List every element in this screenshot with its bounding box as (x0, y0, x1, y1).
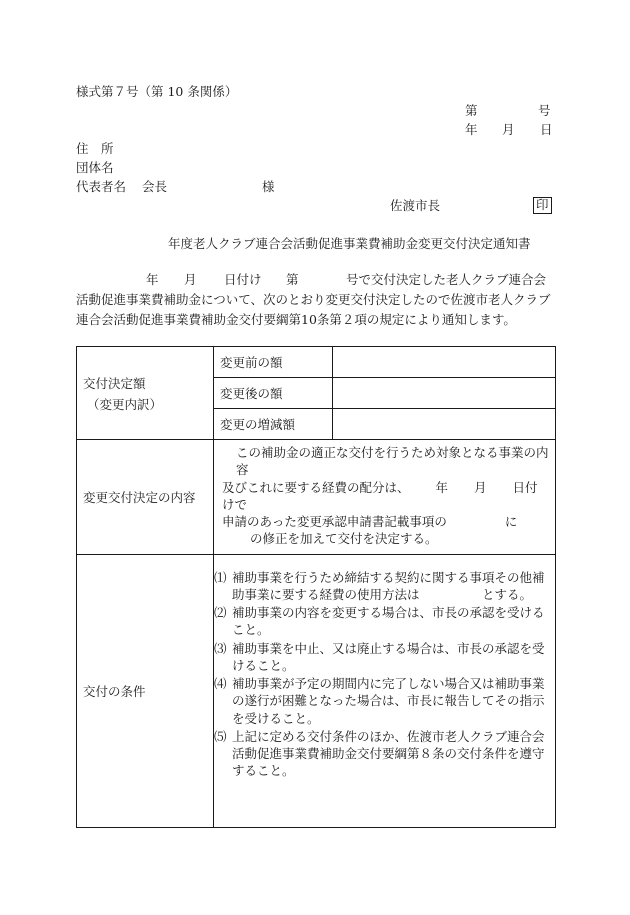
honorific: 様 (262, 179, 275, 194)
representative-label: 代表者名 (76, 179, 127, 194)
group-name-label: 団体名 (76, 160, 114, 175)
intro-line1-rest: 号で交付決定した老人クラブ連合会 (346, 272, 547, 287)
doc-number-suffix: 号 (538, 103, 551, 118)
condition-item: ⑵ 補助事業の内容を変更する場合は、市長の承認を受けること。 (214, 605, 545, 638)
doc-number-prefix: 第 (465, 103, 478, 118)
amount-row-before: 変更前の額 (214, 347, 333, 378)
condition-item: ⑶ 補助事業を中止、又は廃止する場合は、市長の承認を受けること。 (214, 640, 545, 673)
conditions-label: 交付の条件 (77, 554, 214, 827)
intro-month: 月 (184, 272, 197, 287)
amount-label: 交付決定額 (83, 375, 146, 391)
content-text-cell (214, 440, 556, 555)
seal-mark: 印 (533, 197, 552, 214)
date-year: 年 (465, 122, 478, 137)
condition-item: ⑷ 補助事業が予定の期間内に完了しない場合又は補助事業の遂行が困難となった場合は、市長に報告してその指示を受けること。 (214, 676, 545, 726)
content-label: 変更交付決定の内容 (77, 440, 214, 555)
content-line3: 申請のあった変更承認申請書記載事項の に (222, 514, 518, 529)
amount-row-diff: 変更の増減額 (214, 409, 333, 440)
intro-year: 年 (146, 272, 159, 287)
document-title: 年度老人クラブ連合会活動促進事業費補助金変更交付決定通知書 (168, 236, 531, 251)
intro-number-prefix: 第 (286, 272, 299, 287)
amount-row-after: 変更後の額 (214, 378, 333, 409)
intro-line3: 連合会活動促進事業費補助金交付要綱第10条第２項の規定により通知します。 (76, 312, 516, 327)
amount-after-value[interactable] (333, 378, 556, 409)
address-label: 住 所 (76, 141, 114, 156)
content-line1: この補助金の適正な交付を行うため対象となる事業の内容 (236, 445, 549, 478)
date-month: 月 (502, 122, 515, 137)
representative-title: 会長 (142, 179, 168, 194)
intro-line2: 活動促進事業費補助金について、次のとおり変更交付決定したので佐渡市老人クラブ (76, 292, 551, 307)
content-line2: 及びこれに要する経費の配分は、 年 月 日付けで (222, 479, 538, 512)
intro-day: 日付け (224, 272, 262, 287)
condition-item: ⑴ 補助事業を行うため締結する契約に関する事項その他補助事業に要する経費の使用方法は とする。 (214, 569, 545, 602)
content-line4: の修正を加えて交付を決定する。 (250, 531, 438, 547)
amount-before-value[interactable] (333, 347, 556, 378)
conditions-cell (214, 554, 556, 827)
condition-item: ⑸ 上記に定める交付条件のほか、佐渡市老人クラブ連合会活動促進事業費補助金交付要綱第８条の交付条件を遵守すること。 (214, 728, 545, 779)
decision-table (76, 346, 556, 828)
amount-sublabel: （変更内訳） (87, 396, 163, 412)
form-number: 様式第７号（第 10 条関係） (76, 84, 238, 99)
amount-diff-value[interactable] (333, 409, 556, 440)
date-day: 日 (540, 122, 553, 137)
issuer-name: 佐渡市長 (390, 198, 441, 213)
amount-label-cell (77, 347, 214, 440)
